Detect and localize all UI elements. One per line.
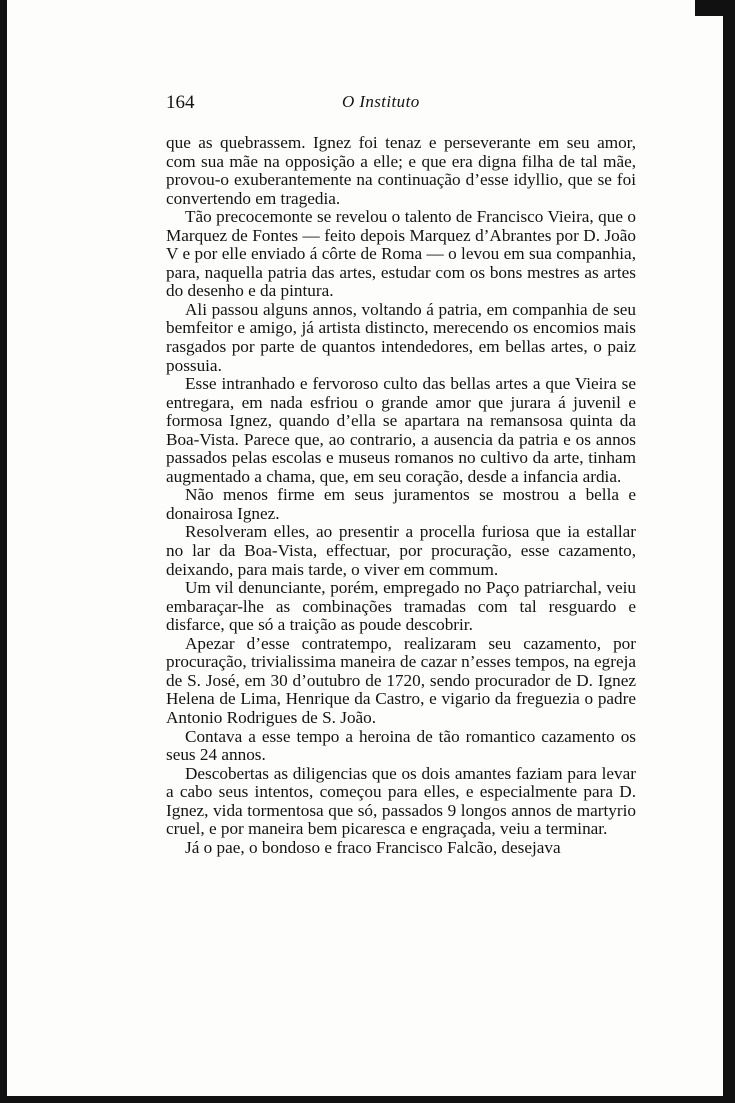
paragraph: Resolveram elles, ao presentir a procella furiosa que ia estallar no lar da Boa-Vista, effectuar, por procuração, esse cazamento, deixando, para mais tarde, o viver em commum. <box>166 522 636 579</box>
paragraph: Apezar d’esse contratempo, realizaram seu cazamento, por procuração, trivialissima maneira de cazar n’esses tempos, na egreja de S. José, em 30 d’outubro de 1720, sendo procurador de D. Ignez Helena de Lima, Henrique da Castro, e vigario da freguezia o padre Antonio Rodrigues de S. João. <box>166 633 636 727</box>
scan-border-left <box>0 0 7 1103</box>
paragraph: Descobertas as diligencias que os dois amantes faziam para levar a cabo seus intentos, começou para elles, e especialmente para D. Ignez, vida tormentosa que só, passados 9 longos annos de martyrio cruel, e por maneira bem picaresca e engraçada, veiu a terminar. <box>166 763 636 839</box>
scan-border-bottom <box>0 1096 735 1103</box>
page-number: 164 <box>166 92 195 113</box>
paragraph: Esse intranhado e fervoroso culto das bellas artes a que Vieira se entregara, em nada esfriou o grande amor que jurara á juvenil e formosa Ignez, quando d’ella se apartara na remansosa quinta da Boa-Vista. Parece que, ao contrario, a ausencia da patria e os annos passados pelas escolas e museus romanos no cultivo da arte, tinham augmentado a chama, que, em seu coração, desde a infancia ardia. <box>166 374 636 486</box>
scan-border-top-right <box>695 0 735 16</box>
paragraph: Contava a esse tempo a heroina de tão romantico cazamento os seus 24 annos. <box>166 726 636 765</box>
paragraph: Um vil denunciante, porém, empregado no Paço patriarchal, veiu embaraçar-lhe as combinações tramadas com tal resguardo e disfarce, que só a traição as poude descobrir. <box>166 578 636 635</box>
paragraph: Tão precocemonte se revelou o talento de Francisco Vieira, que o Marquez de Fontes — feito depois Marquez d’Abrantes por D. João V e por elle enviado á côrte de Roma — o levou em sua companhia, para, naquella patria das artes, estudar com os bons mestres as artes do desenho e da pintura. <box>166 207 636 301</box>
paragraph: Não menos firme em seus juramentos se mostrou a bella e donairosa Ignez. <box>166 485 636 523</box>
running-title: O Instituto <box>342 92 420 111</box>
scan-border-right <box>723 0 735 1103</box>
body-text <box>166 134 636 857</box>
page-header <box>166 92 634 116</box>
paragraph: Já o pae, o bondoso e fraco Francisco Falcão, desejava <box>185 837 561 857</box>
paragraph: Ali passou alguns annos, voltando á patria, em companhia de seu bemfeitor e amigo, já artista distincto, merecendo os encomios mais rasgados por parte de quantos intendedores, em bellas artes, o paiz possuia. <box>166 299 636 375</box>
paragraph: que as quebrassem. Ignez foi tenaz e perseverante em seu amor, com sua mãe na opposição a elle; e que era digna filha de tal mãe, provou-o exuberantemente na continuação d’esse idyllio, que se foi convertendo em tragedia. <box>166 133 636 208</box>
